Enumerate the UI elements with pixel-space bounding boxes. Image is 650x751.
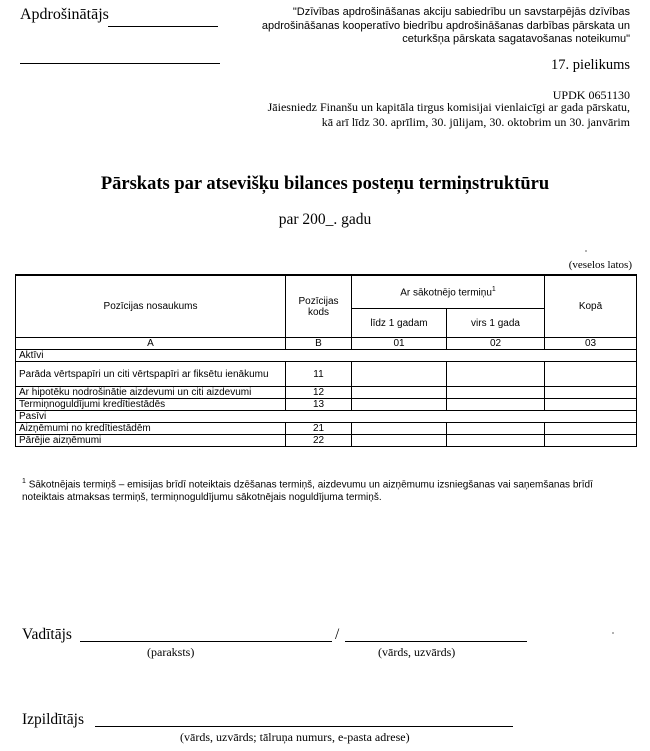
value-cell-up-to-1-year[interactable] [352, 435, 447, 447]
value-cell-total[interactable] [545, 399, 637, 411]
position-code: 12 [286, 387, 352, 399]
insurer-name-line[interactable] [108, 26, 218, 27]
position-name: Aizņēmumi no kredītiestādēm [16, 423, 286, 435]
column-letter: A [16, 338, 286, 350]
table-row [16, 387, 637, 399]
submission-line: kā arī līdz 30. aprīlim, 30. jūlijam, 30. oktobrim un 30. janvārim [321, 115, 630, 129]
value-cell-up-to-1-year[interactable] [352, 399, 447, 411]
position-name: Termiņnoguldījumi kredītiestādēs [16, 399, 286, 411]
name-caption: (vārds, uzvārds) [378, 645, 456, 659]
manager-label: Vadītājs [22, 626, 72, 643]
value-cell-total[interactable] [545, 423, 637, 435]
position-code: 22 [286, 435, 352, 447]
value-cell-up-to-1-year[interactable] [352, 387, 447, 399]
preparer-caption: (vārds, uzvārds; tālruņa numurs, e-pasta adrese) [180, 730, 410, 744]
value-cell-total[interactable] [545, 435, 637, 447]
footnote [22, 475, 622, 504]
section-title: Pasīvi [16, 411, 637, 423]
regulation-reference [250, 6, 630, 47]
report-period: par 200_. gadu [278, 211, 372, 228]
signature-caption: (paraksts) [147, 645, 195, 659]
preparer-line[interactable] [95, 726, 513, 727]
manager-signature-line[interactable] [80, 641, 332, 642]
value-cell-up-to-1-year[interactable] [352, 362, 447, 387]
value-cell-total[interactable] [545, 362, 637, 387]
section-row-assets [16, 350, 637, 362]
insurer-name-line-2[interactable] [20, 63, 220, 64]
section-row-liabilities [16, 411, 637, 423]
table-row [16, 435, 637, 447]
position-name: Ar hipotēku nodrošinātie aizdevumi un citi aizdevumi [16, 387, 286, 399]
footnote-text: Sākotnējais termiņš – emisijas brīdī noteiktais dzēšanas termiņš, aizdevumu un aizņēmumu izsniegšanas vai saņemšanas brīdī noteiktais atmaksas termiņš, termiņnoguldījumu sākotnējais noguldījuma termiņš. [22, 479, 593, 504]
column-letter-row [16, 338, 637, 350]
submission-line: Jāiesniedz Finanšu un kapitāla tirgus komisijai vienlaicīgi ar gada pārskatu, [267, 100, 630, 114]
insurer-label: Apdrošinātājs [20, 6, 109, 23]
table-row [16, 423, 637, 435]
header-position-name: Pozīcijas nosaukums [16, 275, 286, 338]
position-name: Pārējie aizņēmumi [16, 435, 286, 447]
footnote-marker: 1 [491, 285, 496, 293]
value-cell-over-1-year[interactable] [447, 435, 545, 447]
form-code: UPDK 0651130 [552, 88, 630, 102]
value-cell-up-to-1-year[interactable] [352, 423, 447, 435]
position-code: 21 [286, 423, 352, 435]
header-total: Kopā [545, 275, 637, 338]
footnote-mark: 1 [22, 478, 26, 485]
regulation-line: "Dzīvības apdrošināšanas akciju sabiedrību un savstarpējās dzīvības [292, 6, 630, 18]
annex-number: 17. pielikums [551, 57, 630, 73]
header-original-term: Ar sākotnējo termiņu$^1$ [352, 275, 545, 309]
header-over-1-year: virs 1 gada [447, 309, 545, 338]
scan-speck [585, 250, 587, 252]
scan-speck [612, 632, 614, 634]
column-letter: B [286, 338, 352, 350]
regulation-line: ceturkšņa pārskata sagatavošanas noteikumu" [402, 33, 630, 45]
value-cell-over-1-year[interactable] [447, 387, 545, 399]
report-title: Pārskats par atsevišķu bilances posteņu termiņstruktūru [100, 174, 550, 194]
column-letter: 03 [545, 338, 637, 350]
column-letter: 02 [447, 338, 545, 350]
position-code: 13 [286, 399, 352, 411]
table-row [16, 362, 637, 387]
signature-separator: / [335, 626, 340, 643]
units-note: (veselos latos) [568, 259, 632, 271]
preparer-label: Izpildītājs [22, 711, 84, 728]
header-up-to-1-year: līdz 1 gadam [352, 309, 447, 338]
value-cell-over-1-year[interactable] [447, 423, 545, 435]
value-cell-over-1-year[interactable] [447, 362, 545, 387]
header-position-code: Pozīcijas kods [286, 275, 352, 338]
manager-name-line[interactable] [345, 641, 527, 642]
position-code: 11 [286, 362, 352, 387]
submission-instructions [250, 100, 630, 130]
column-letter: 01 [352, 338, 447, 350]
position-name: Parāda vērtspapīri un citi vērtspapīri ar fiksētu ienākumu [16, 362, 286, 387]
value-cell-over-1-year[interactable] [447, 399, 545, 411]
regulation-line: apdrošināšanas kooperatīvo biedrību apdrošināšanas darbības pārskata un [261, 19, 630, 32]
section-title: Aktīvi [16, 350, 637, 362]
table-row [16, 399, 637, 411]
term-structure-table [15, 274, 637, 447]
value-cell-total[interactable] [545, 387, 637, 399]
